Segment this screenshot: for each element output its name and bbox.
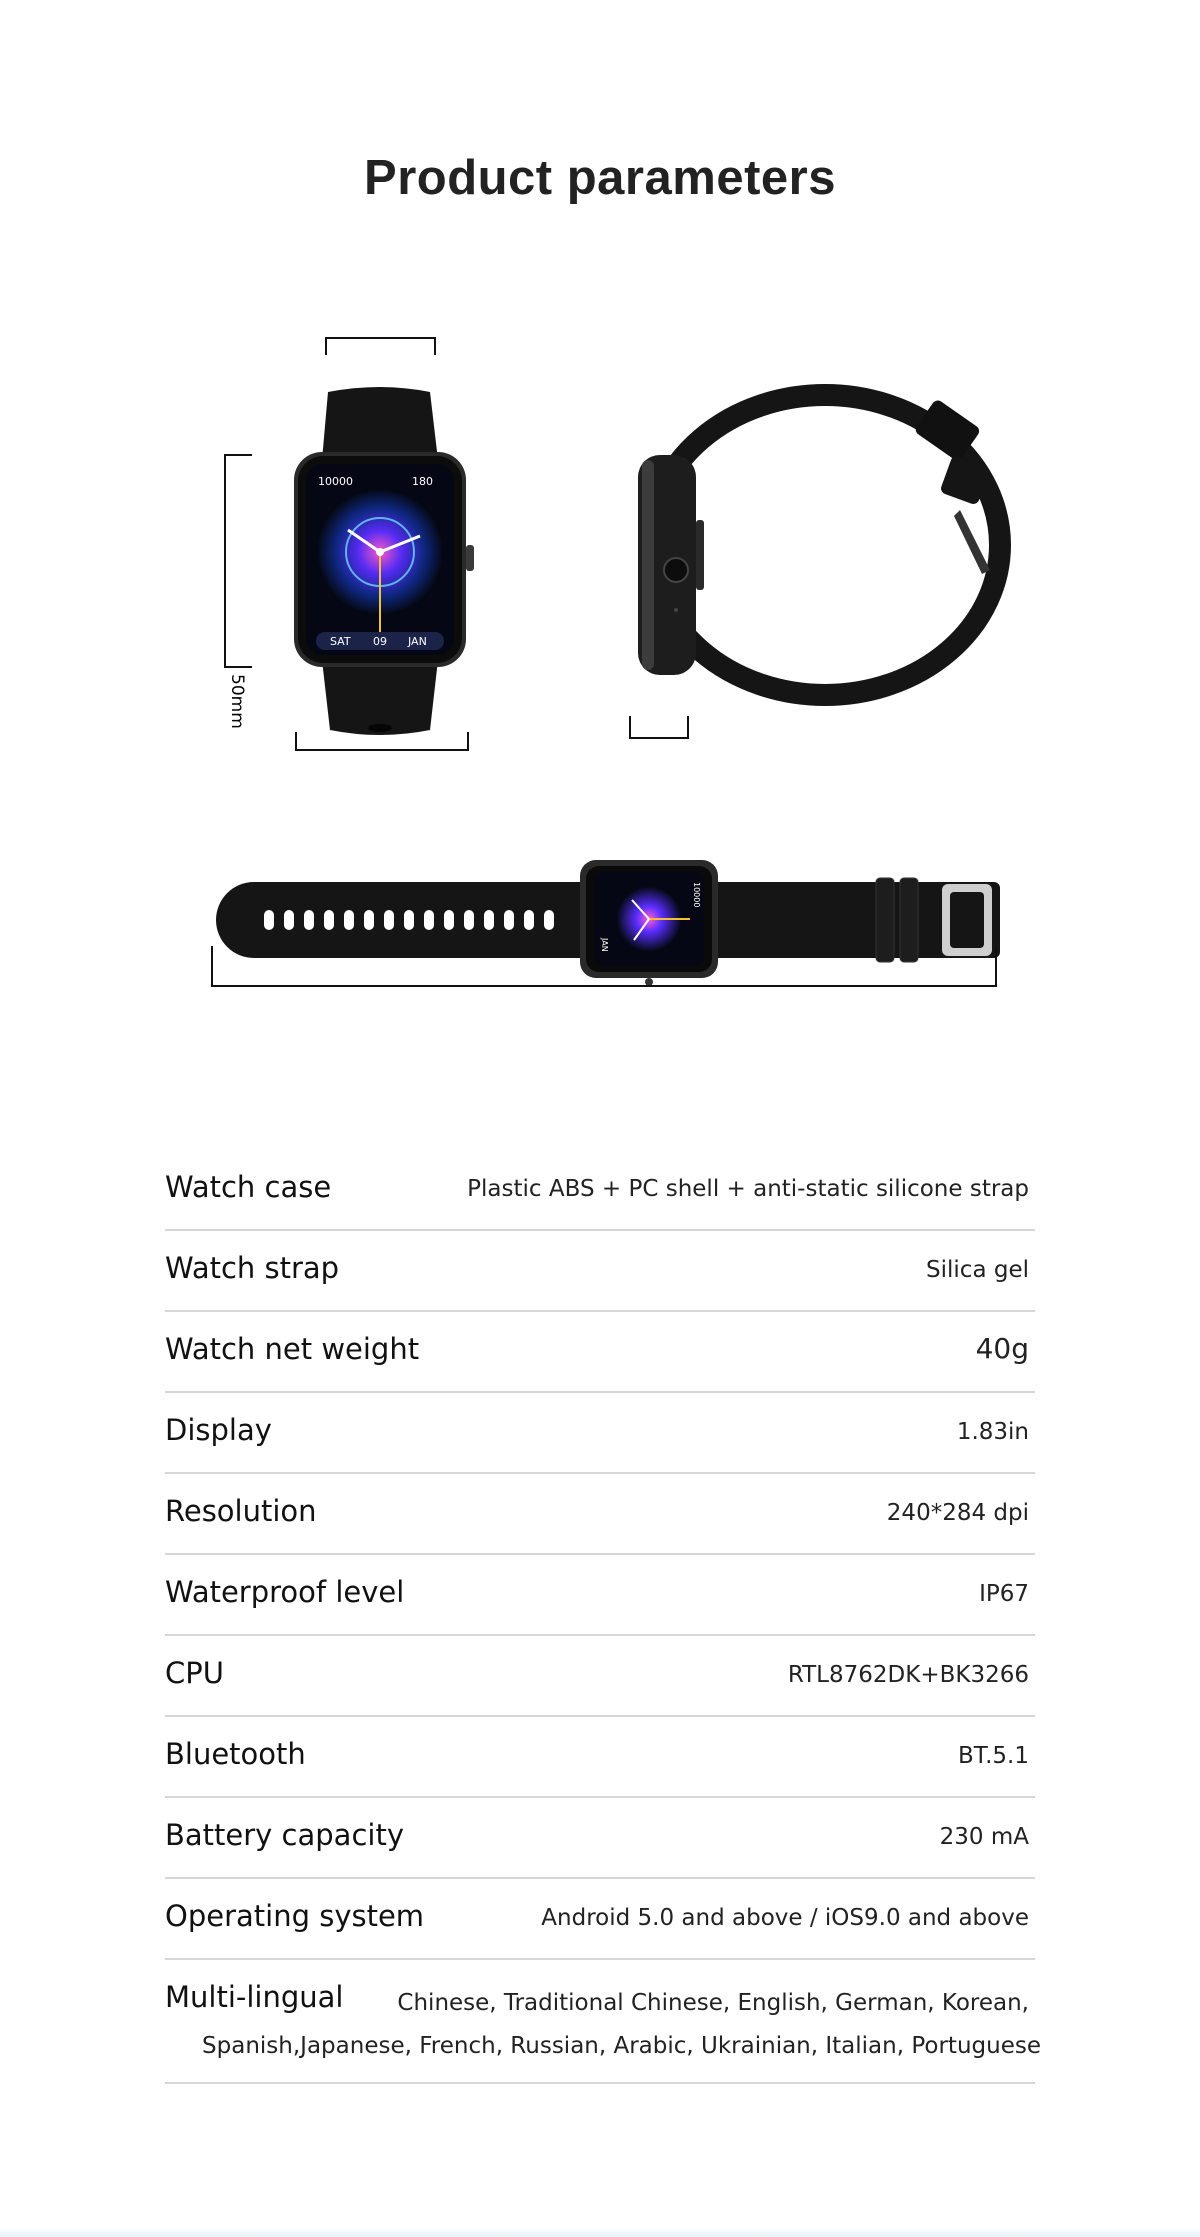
spec-label: Battery capacity (165, 1818, 404, 1852)
spec-label: Operating system (165, 1899, 425, 1933)
spec-value: Silica gel (926, 1257, 1029, 1283)
spec-row-os (165, 1879, 1035, 1960)
languages-line-2: Spanish,Japanese, French, Russian, Arabic, Ukrainian, Italian, Portuguese (202, 2033, 1041, 2059)
screen-month: JAN (408, 635, 427, 648)
spec-value: BT.5.1 (958, 1743, 1029, 1769)
spec-value: Android 5.0 and above / iOS9.0 and above (541, 1905, 1029, 1931)
bottom-strip (0, 2227, 1200, 2237)
spec-label: CPU (165, 1656, 224, 1690)
spec-value: IP67 (979, 1581, 1029, 1607)
spec-row-battery (165, 1798, 1035, 1879)
screen-date: 09 (373, 635, 387, 648)
spec-value: 1.83in (956, 1419, 1029, 1445)
spec-label: Bluetooth (165, 1737, 306, 1771)
spec-table (165, 1150, 1041, 2084)
watch-side-view (610, 360, 1030, 760)
height-label: 50mm (227, 674, 247, 729)
page-title: Product parameters (364, 151, 836, 205)
spec-row-bluetooth (165, 1717, 1035, 1798)
spec-label: Watch strap (165, 1251, 340, 1285)
spec-row-multilingual (165, 1960, 1041, 2084)
screen-heart: 180 (412, 475, 433, 488)
spec-label: Resolution (165, 1494, 317, 1528)
flat-screen-steps: 10000 (692, 882, 701, 908)
screen-day: SAT (330, 635, 351, 648)
spec-label: Watch net weight (165, 1332, 420, 1366)
spec-row-cpu (165, 1636, 1035, 1717)
spec-label: Display (165, 1413, 272, 1447)
spec-value: 230 mA (939, 1824, 1029, 1850)
spec-row-watch-case (165, 1150, 1035, 1231)
watch-flat-view (200, 840, 1020, 1000)
spec-row-watch-strap (165, 1231, 1035, 1312)
spec-value: RTL8762DK+BK3266 (787, 1662, 1029, 1688)
spec-label: Multi-lingual (165, 1980, 344, 2014)
spec-value-languages (202, 1982, 1041, 2068)
watch-front-view (210, 330, 510, 760)
spec-row-resolution (165, 1474, 1035, 1555)
flat-screen-month: JAN (600, 938, 609, 952)
spec-value: 40g (975, 1332, 1029, 1365)
spec-row-net-weight (165, 1312, 1035, 1393)
spec-value: 240*284 dpi (886, 1500, 1029, 1526)
spec-row-waterproof (165, 1555, 1035, 1636)
spec-value: Plastic ABS + PC shell + anti-static silicone strap (467, 1176, 1029, 1202)
spec-label: Watch case (165, 1170, 332, 1204)
screen-steps: 10000 (318, 475, 353, 488)
spec-row-display (165, 1393, 1035, 1474)
spec-label: Waterproof level (165, 1575, 405, 1609)
languages-line-1: Chinese, Traditional Chinese, English, German, Korean, (397, 1990, 1029, 2016)
